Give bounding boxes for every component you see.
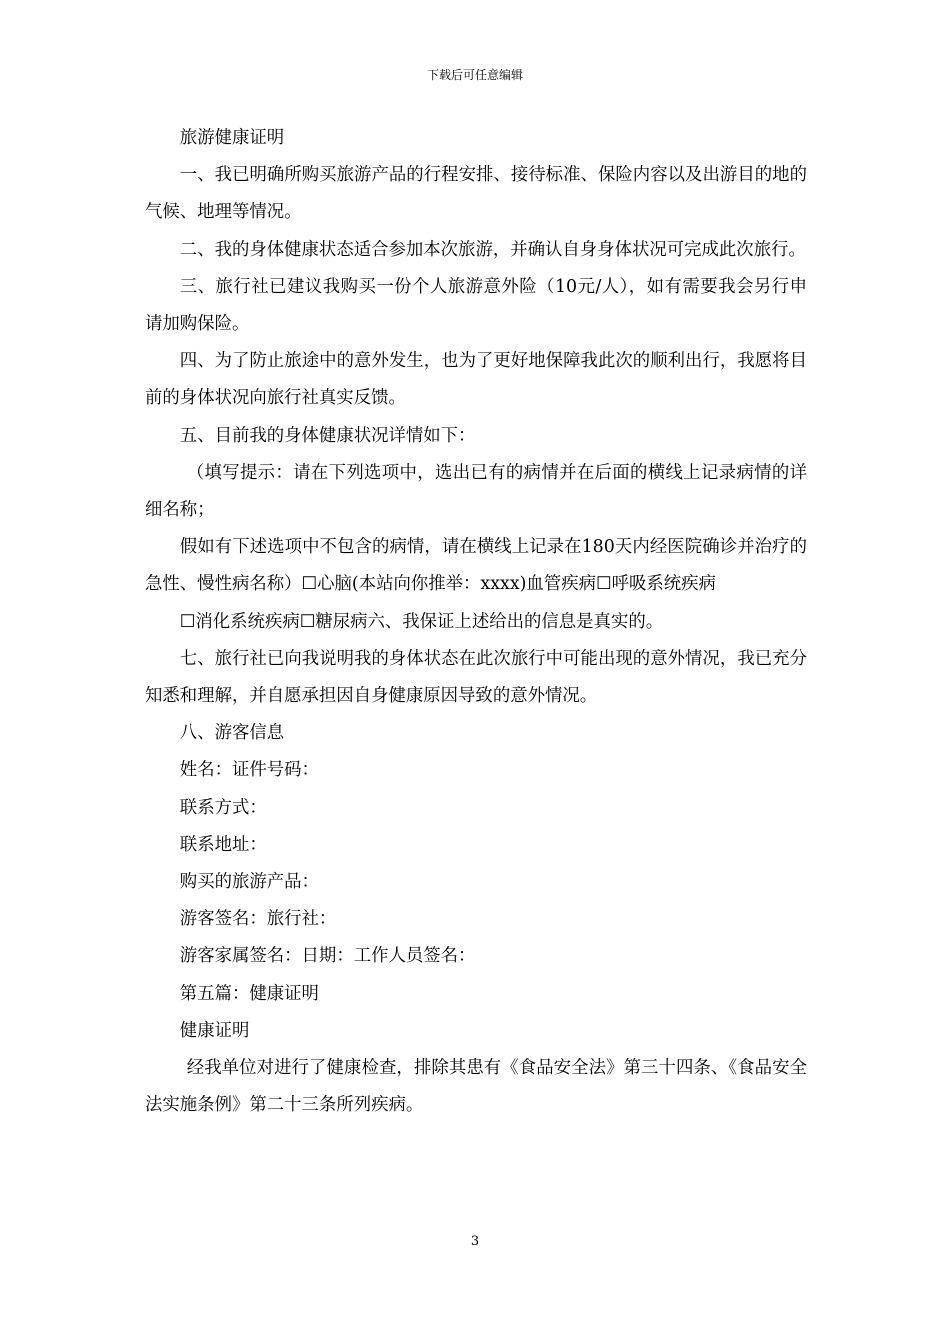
certificate-text: 经我单位对进行了健康检查，排除其患有《食品安全法》第三十四条、《食品安全法实施条例》第二十三条所列疾病。 xyxy=(145,1058,807,1116)
document-body xyxy=(145,120,807,1124)
paragraph-item-1: 一、我已明确所购买旅游产品的行程安排、接待标准、保险内容以及出游目的地的气候、地理等情况。 xyxy=(145,165,807,223)
page-header: 下载后可任意编辑 xyxy=(426,68,523,82)
paragraph-item-2: 二、我的身体健康状态适合参加本次旅游，并确认自身身体状况可完成此次旅行。 xyxy=(179,239,806,260)
paragraph-item-4: 四、为了防止旅途中的意外发生，也为了更好地保障我此次的顺利出行，我愿将目前的身体状况向旅行社真实反馈。 xyxy=(145,351,807,409)
paragraph-item-7: 七、旅行社已向我说明我的身体状态在此次旅行中可能出现的意外情况，我已充分知悉和理解，并自愿承担因自身健康原因导致的意外情况。 xyxy=(145,648,807,707)
field-product: 购买的旅游产品： xyxy=(179,872,319,893)
field-address: 联系地址： xyxy=(179,834,267,855)
fill-hint: （填写提示：请在下列选项中，选出已有的病情并在后面的横线上记录病情的详细名称； xyxy=(145,462,807,521)
paragraph-item-8: 八、游客信息 xyxy=(179,723,285,744)
field-family-signature: 游客家属签名：日期：工作人员签名： xyxy=(179,946,476,967)
field-name-id: 姓名：证件号码： xyxy=(179,760,319,781)
illness-options: 假如有下述选项中不包含的病情，请在横线上记录在180天内经医院确诊并治疗的急性、慢性病名称）☐心脑(本站向你推举：xxxx)血管疾病☐呼吸系统疾病 xyxy=(145,537,807,595)
paragraph-item-3: 三、旅行社已建议我购买一份个人旅游意外险（10元/人），如有需要我会另行申请加购保险。 xyxy=(145,276,807,335)
illness-options-continued: ☐消化系统疾病☐糖尿病六、我保证上述给出的信息是真实的。 xyxy=(179,611,664,632)
section-title: 健康证明 xyxy=(179,1020,250,1041)
field-contact: 联系方式： xyxy=(179,797,267,818)
section-heading: 第五篇：健康证明 xyxy=(179,983,319,1004)
document-title: 旅游健康证明 xyxy=(179,128,285,148)
field-signature: 游客签名：旅行社： xyxy=(179,909,337,930)
paragraph-item-5: 五、目前我的身体健康状况详情如下： xyxy=(179,425,476,446)
page-number: 3 xyxy=(470,1234,480,1249)
